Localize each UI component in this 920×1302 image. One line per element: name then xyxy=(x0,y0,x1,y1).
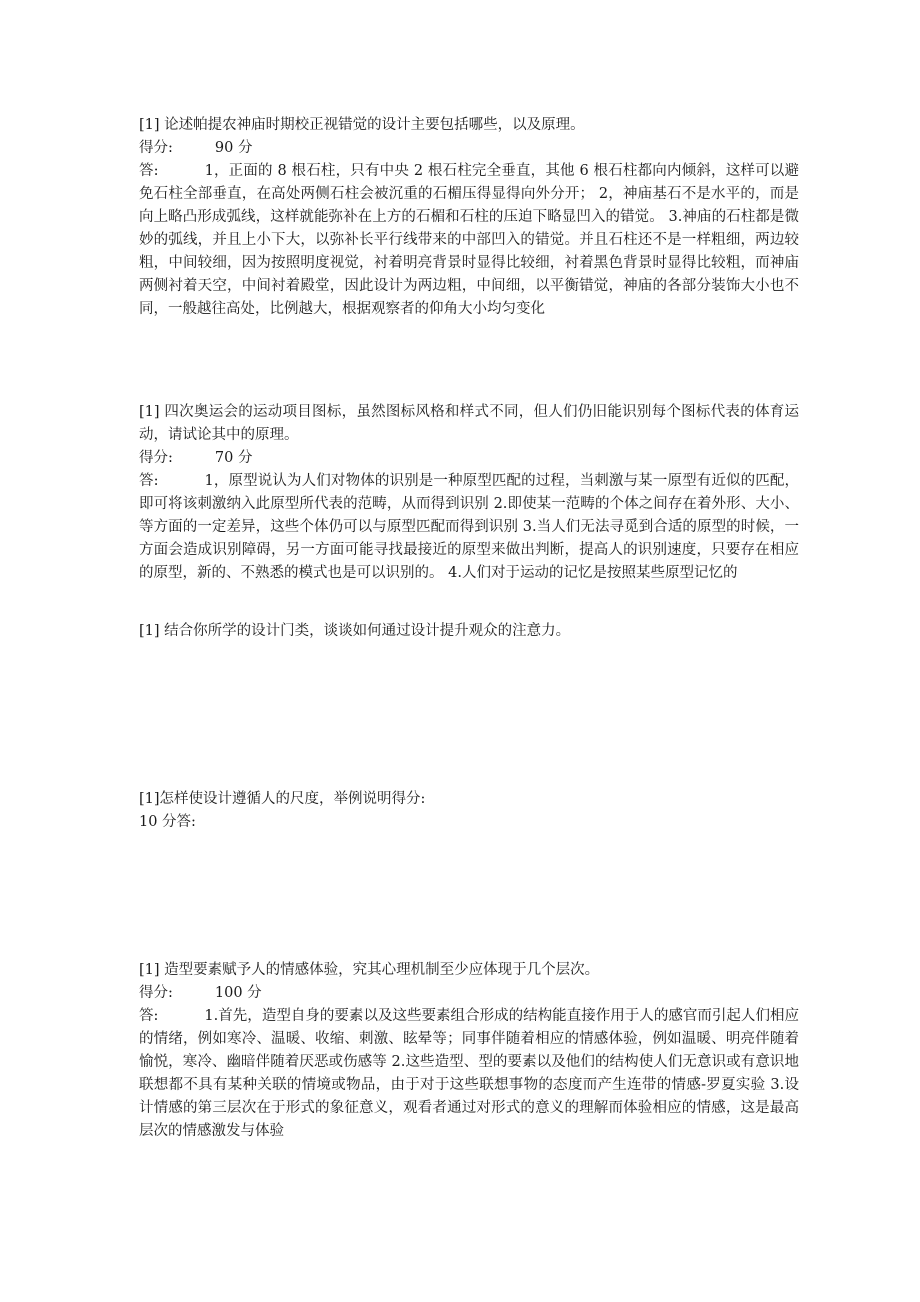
question-block-4 xyxy=(139,788,799,834)
score-label: 得分: xyxy=(139,140,173,156)
answer-label: 答: xyxy=(139,473,159,489)
answer-text: 1，正面的 8 根石柱，只有中央 2 根石柱完全垂直，其他 6 根石柱都向内倾斜，这样可以避免石柱全部垂直，在高处两侧石柱会被沉重的石楣压得显得向外分开； 2，神庙基石不是水平的，而是向上略凸形成弧线，这样就能弥补在上方的石楣和石柱的压迫下略显凹入的错觉。 3.神庙的石柱都是微妙的弧线，并且上小下大，以弥补长平行线带来的中部凹入的错觉。并且石柱还不是一样粗细，两边较粗，中间较细，因为按照明度视觉，衬着明亮背景时显得比较细，衬着黑色背景时显得比较粗，而神庙两侧衬着天空，中间衬着殿堂，因此设计为两边粗，中间细，以平衡错觉，神庙的各部分装饰大小也不同，一般越往高处，比例越大，根据观察者的仰角大小均匀变化 xyxy=(139,163,799,317)
question-block-1 xyxy=(139,114,799,321)
score-label: 得分: xyxy=(139,985,173,1001)
answer-label: 答: xyxy=(139,163,159,179)
answer-paragraph xyxy=(139,160,799,321)
question-block-2 xyxy=(139,401,799,585)
score-value: 90 分 xyxy=(214,140,253,156)
answer-label: 答: xyxy=(139,1008,159,1024)
score-answer-line: 10 分答: xyxy=(139,814,196,830)
score-label: 得分: xyxy=(139,450,173,466)
answer-text: 1，原型说认为人们对物体的识别是一种原型匹配的过程，当刺激与某一原型有近似的匹配，即可将该刺激纳入此原型所代表的范畴，从而得到识别 2.即使某一范畴的个体之间存在着外形、大小、等方面的一定差异，这些个体仍可以与原型匹配而得到识别 3.当人们无法寻觅到合适的原型的时候，一方面会造成识别障碍，另一方面可能寻找最接近的原型来做出判断，提高人的识别速度，只要存在相应的原型，新的、不熟悉的模式也是可以识别的。 4.人们对于运动的记忆是按照某些原型记忆的 xyxy=(139,473,799,581)
question-text: [1] 结合你所学的设计门类，谈谈如何通过设计提升观众的注意力。 xyxy=(139,623,571,639)
question-text: [1] 论述帕提农神庙时期校正视错觉的设计主要包括哪些，以及原理。 xyxy=(139,117,585,133)
question-text: [1]怎样使设计遵循人的尺度，举例说明得分: xyxy=(139,791,426,807)
question-block-5 xyxy=(139,959,799,1143)
answer-paragraph xyxy=(139,1005,799,1143)
question-text: [1] 造型要素赋予人的情感体验，究其心理机制至少应体现于几个层次。 xyxy=(139,962,600,978)
question-text: [1] 四次奥运会的运动项目图标，虽然图标风格和样式不同，但人们仍旧能识别每个图标代表的体育运动，请试论其中的原理。 xyxy=(139,404,799,443)
answer-text: 1.首先，造型自身的要素以及这些要素组合形成的结构能直接作用于人的感官而引起人们相应的情绪，例如寒冷、温暖、收缩、刺激、眩晕等；同事伴随着相应的情感体验，例如温暖、明亮伴随着愉悦，寒冷、幽暗伴随着厌恶或伤感等 2.这些造型、型的要素以及他们的结构使人们无意识或有意识地联想都不具有某种关联的情境或物品，由于对于这些联想事物的态度而产生连带的情感-罗夏实验 3.设计情感的第三层次在于形式的象征意义，观看者通过对形式的意义的理解而体验相应的情感，这是最高层次的情感激发与体验 xyxy=(139,1008,799,1139)
question-block-3 xyxy=(139,620,799,643)
score-value: 100 分 xyxy=(214,985,262,1001)
score-line xyxy=(139,137,799,160)
score-line xyxy=(139,982,799,1005)
answer-paragraph xyxy=(139,470,799,585)
score-value: 70 分 xyxy=(214,450,253,466)
score-line xyxy=(139,447,799,470)
